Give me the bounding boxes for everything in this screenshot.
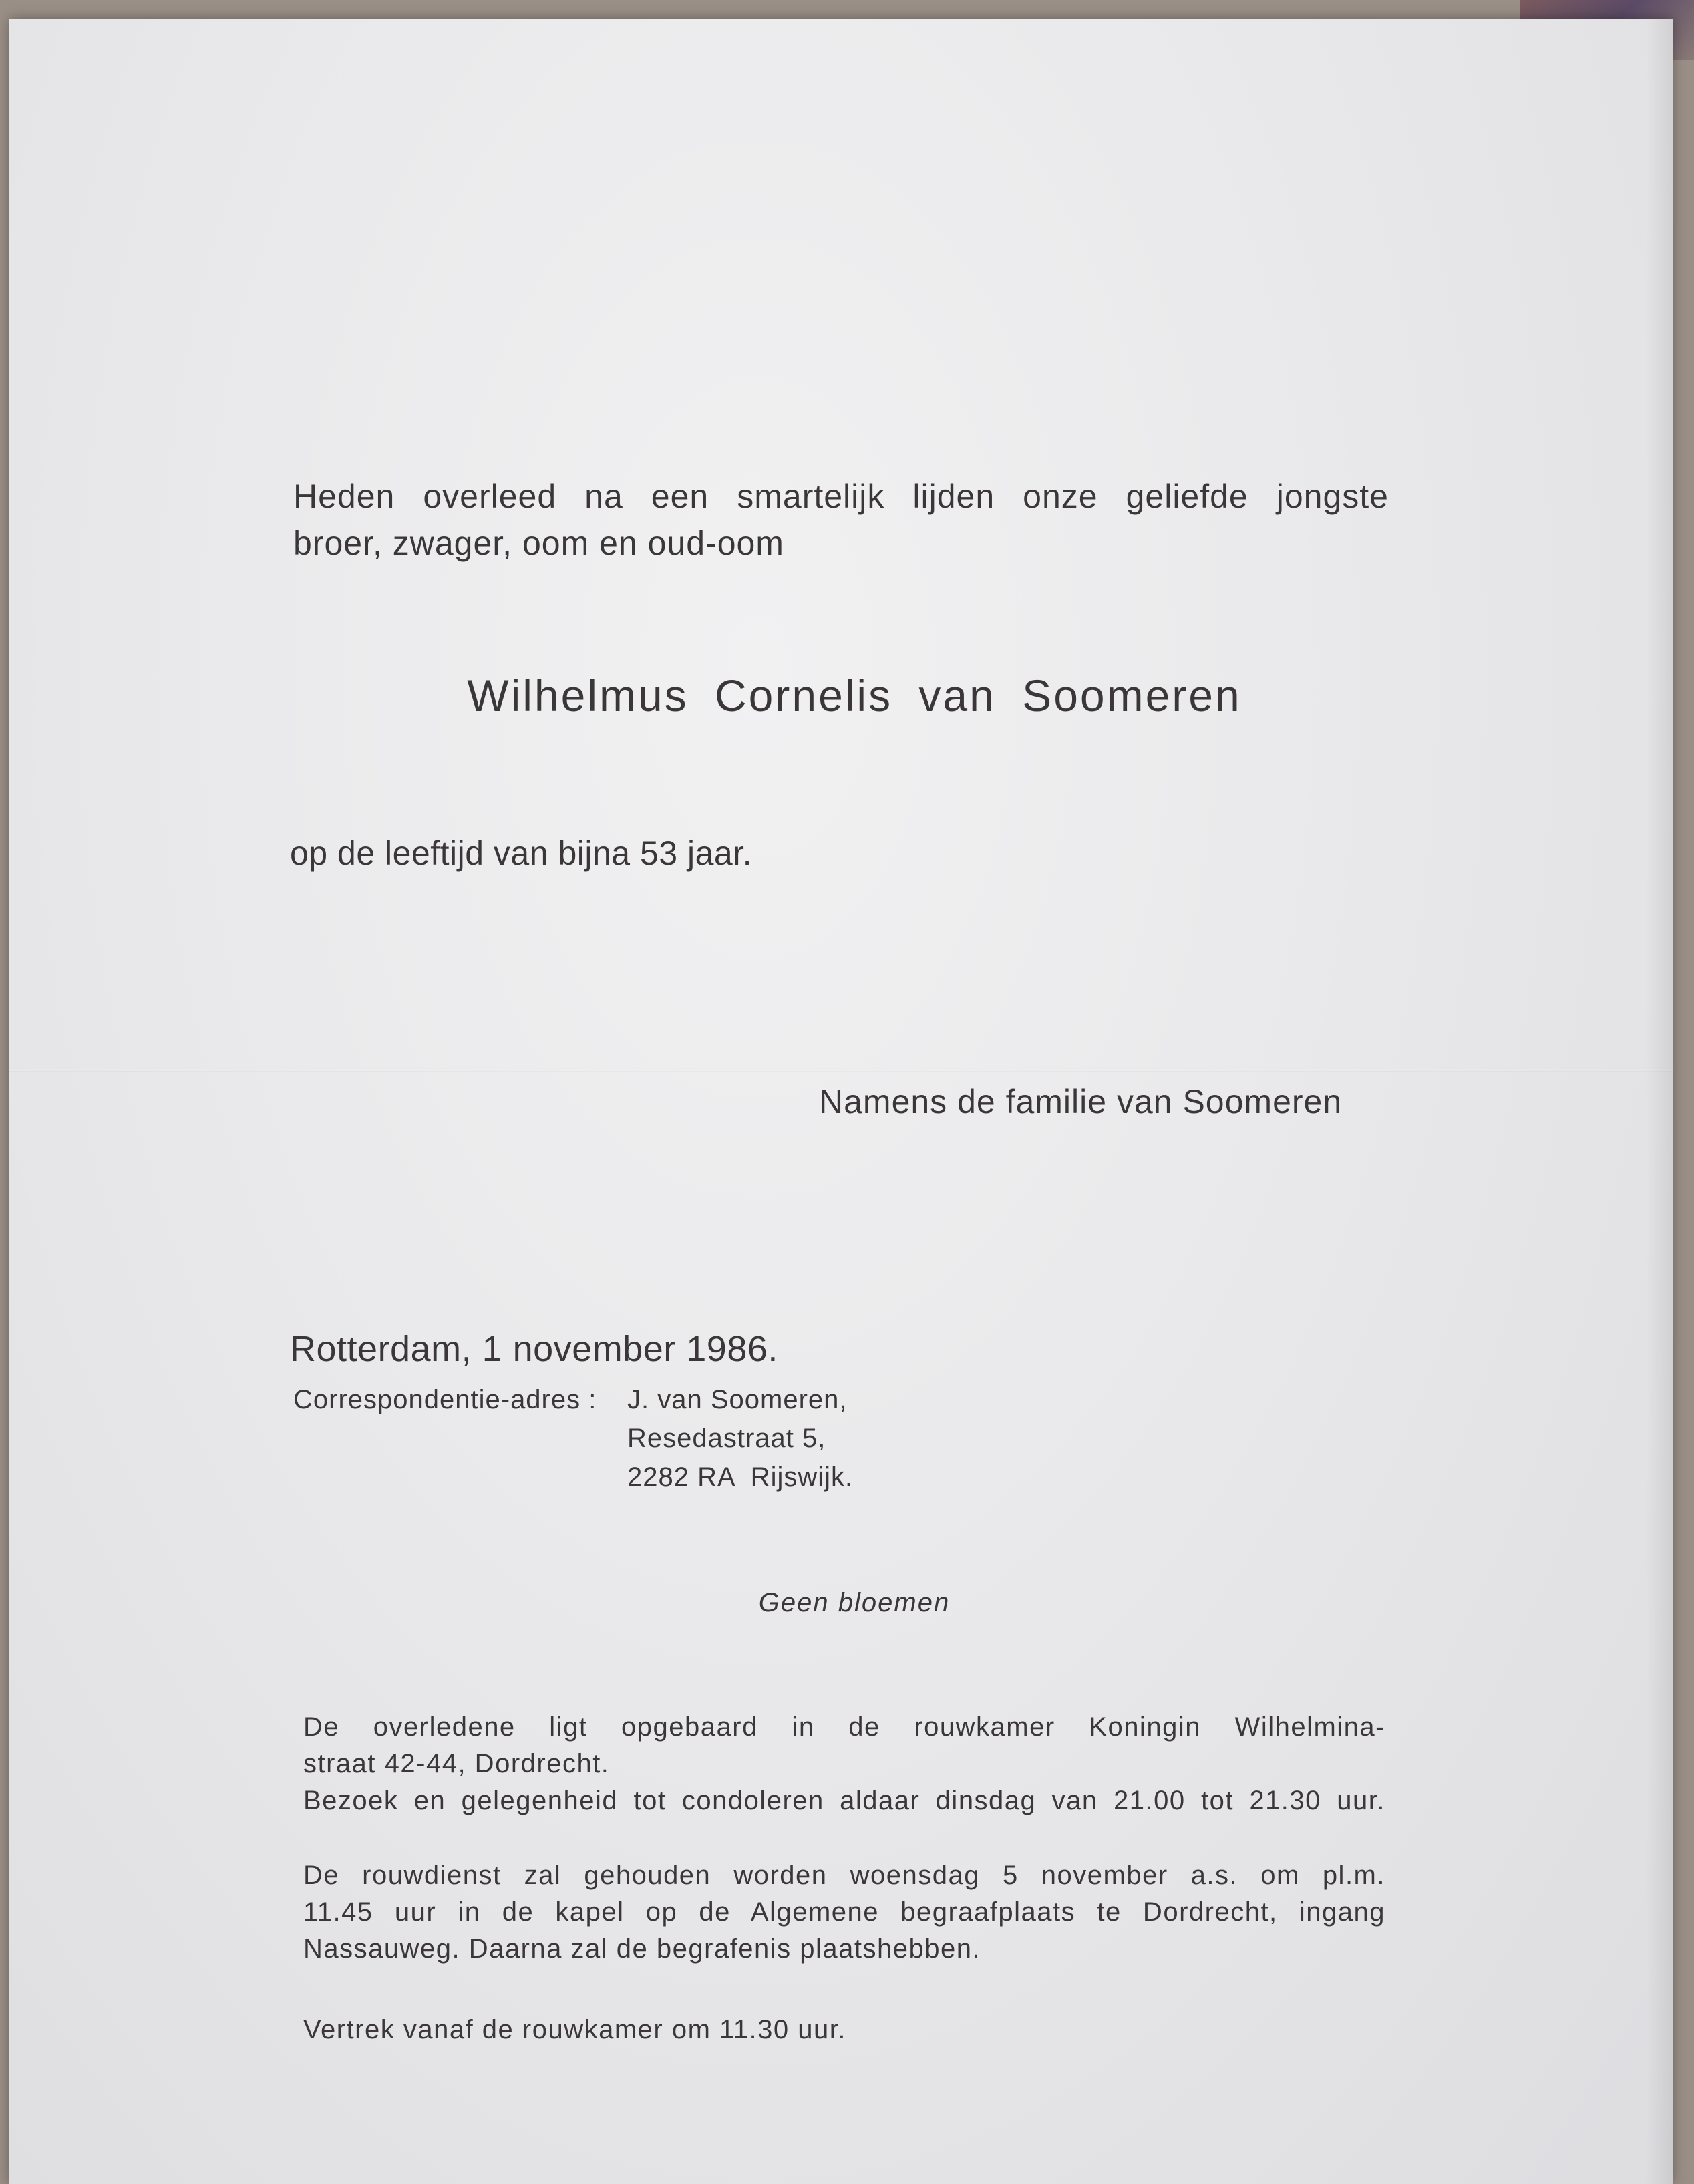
address-line-3: 2282 RA Rijswijk.: [627, 1462, 854, 1492]
deceased-name: Wilhelmus Cornelis van Soomeren: [467, 671, 1242, 720]
family-signature: Namens de familie van Soomeren: [819, 1083, 1343, 1120]
service-line-1: De rouwdienst zal gehouden worden woensdag 5 november a.s. om pl.m.: [303, 1861, 1385, 1890]
no-flowers-note: Geen bloemen: [758, 1588, 951, 1617]
departure-paragraph: [303, 2012, 1385, 2048]
place-and-date: Rotterdam, 1 november 1986.: [290, 1329, 778, 1369]
age-line: op de leeftijd van bijna 53 jaar.: [290, 834, 752, 872]
correspondence-label: Correspondentie-adres :: [293, 1385, 597, 1414]
service-line-2: 11.45 uur in de kapel op de Algemene begraafplaats te Dordrecht, ingang: [303, 1897, 1385, 1927]
service-line-3: Nassauweg. Daarna zal de begrafenis plaatshebben.: [303, 1934, 981, 1964]
paper-edge-shadow: [1646, 19, 1673, 2184]
address-line-2: Resedastraat 5,: [627, 1424, 826, 1453]
viewing-paragraph: [303, 1709, 1385, 1819]
viewing-line-1: De overledene ligt opgebaard in de rouwkamer Koningin Wilhelmina-: [303, 1712, 1385, 1742]
viewing-line-3: Bezoek en gelegenheid tot condoleren aldaar dinsdag van 21.00 tot 21.30 uur.: [303, 1786, 1385, 1815]
paper-fold-line: [9, 1068, 1673, 1072]
viewing-line-2: straat 42-44, Dordrecht.: [303, 1749, 610, 1778]
intro-line-1: Heden overleed na een smartelijk lijden onze geliefde jongste: [293, 478, 1389, 515]
intro-text: [293, 473, 1389, 567]
address-line-1: J. van Soomeren,: [627, 1385, 848, 1414]
correspondence-address: [293, 1380, 853, 1497]
service-paragraph: [303, 1857, 1385, 1968]
intro-line-2: broer, zwager, oom en oud-oom: [293, 524, 784, 562]
mourning-card: [9, 19, 1673, 2184]
departure-line: Vertrek vanaf de rouwkamer om 11.30 uur.: [303, 2015, 846, 2044]
